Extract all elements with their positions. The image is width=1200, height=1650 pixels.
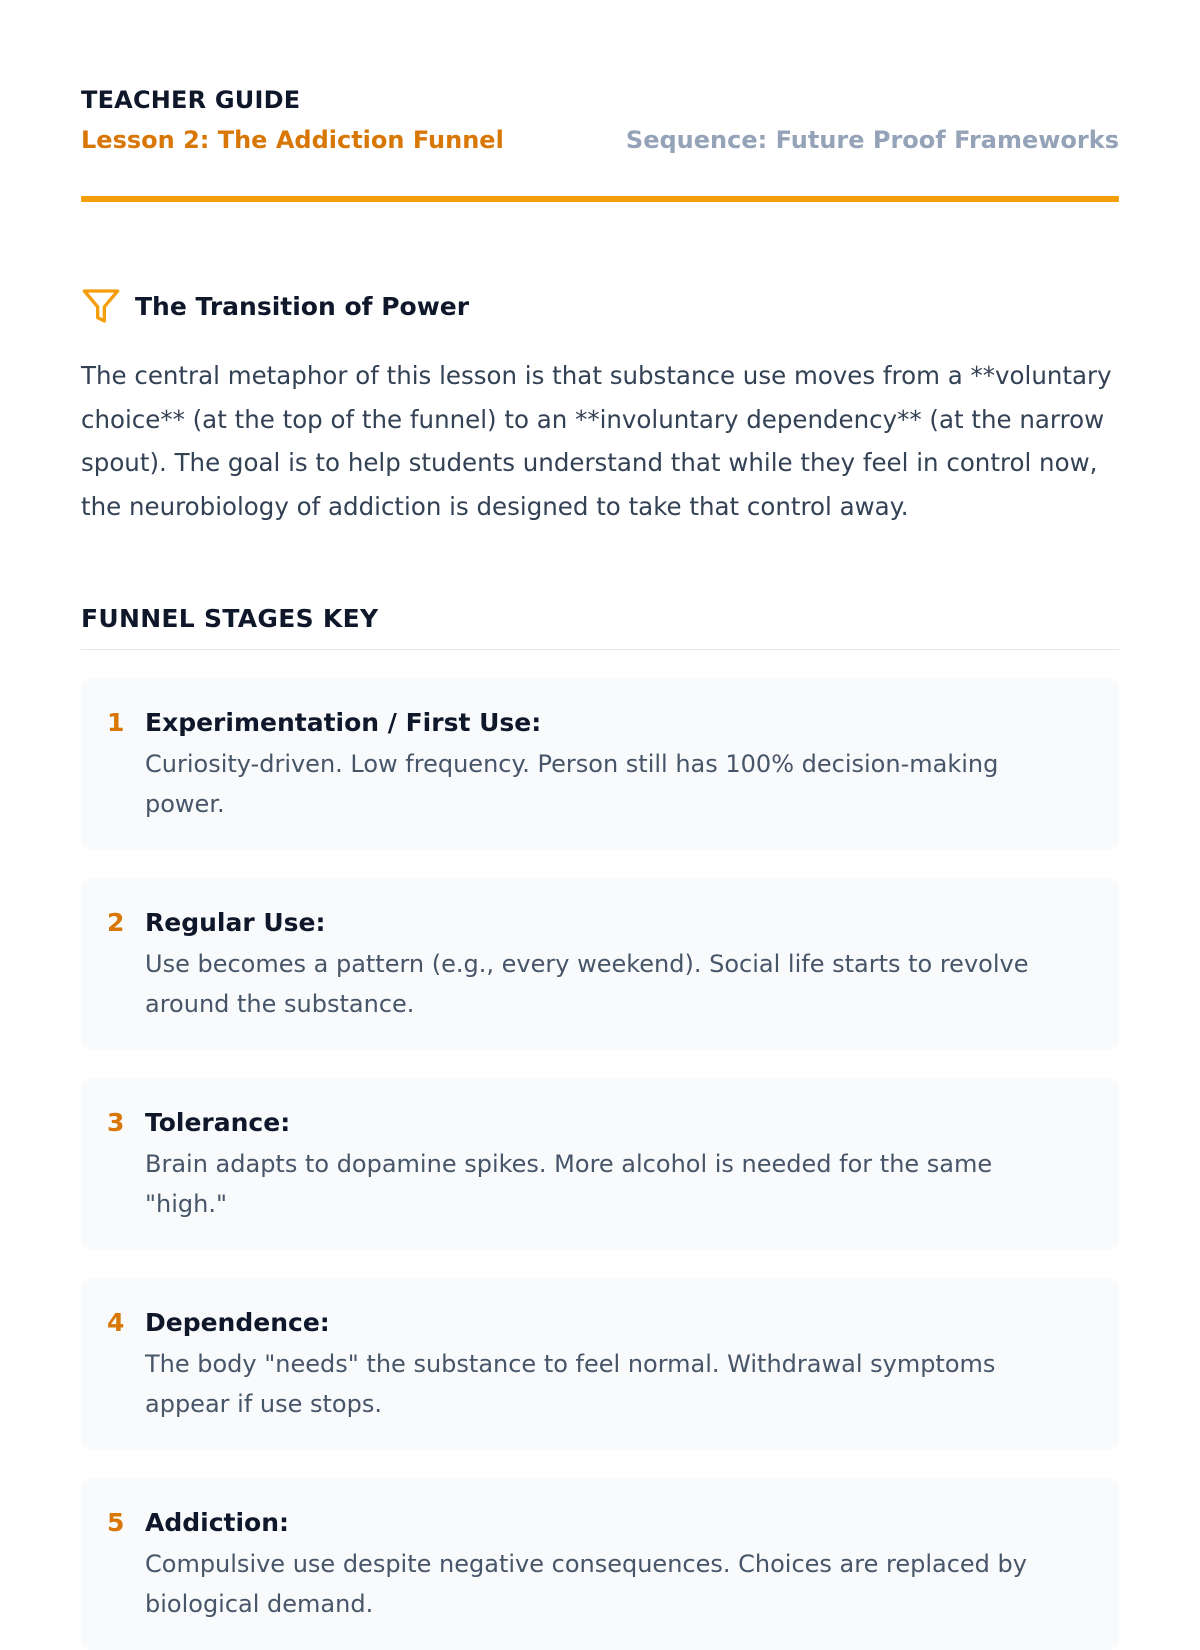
stage-number: 3 — [107, 1108, 125, 1137]
stage-title: Experimentation / First Use: — [145, 708, 542, 737]
stage-title: Dependence: — [145, 1308, 330, 1337]
stage-body — [145, 904, 1079, 1022]
stage-body — [145, 1104, 1079, 1222]
stage-number: 4 — [107, 1308, 125, 1337]
section-heading — [81, 286, 1119, 326]
stages-list — [81, 678, 1119, 1650]
section-title: The Transition of Power — [135, 291, 470, 321]
stage-body — [145, 1504, 1079, 1622]
stage-body — [145, 704, 1079, 822]
intro-paragraph: The central metaphor of this lesson is that substance use moves from a **voluntary choice** (at the top of the funnel) to an **involuntary dependency** (at the narrow spout). The goal is to help students understand that while they feel in control now, the neurobiology of addiction is designed to take that control away. — [81, 361, 1112, 521]
stage-description: Compulsive use despite negative consequences. Choices are replaced by biological demand. — [145, 1550, 1027, 1618]
document-type: TEACHER GUIDE — [81, 86, 301, 114]
lesson-title: Lesson 2: The Addiction Funnel — [81, 126, 504, 154]
guide-header — [81, 0, 1119, 202]
stage-card-5 — [81, 1478, 1119, 1650]
header-divider — [81, 196, 1119, 202]
stage-title: Addiction: — [145, 1508, 290, 1537]
stage-card-2 — [81, 878, 1119, 1050]
sequence-label: Sequence: Future Proof Frameworks — [625, 126, 1119, 154]
stage-card-1 — [81, 678, 1119, 850]
stage-number: 5 — [107, 1508, 125, 1537]
header-row — [81, 124, 1119, 156]
stage-description: Brain adapts to dopamine spikes. More alcohol is needed for the same "high." — [145, 1150, 993, 1218]
stage-description: Use becomes a pattern (e.g., every weekend). Social life starts to revolve around the substance. — [145, 950, 1029, 1018]
stage-description: The body "needs" the substance to feel normal. Withdrawal symptoms appear if use stops. — [145, 1350, 996, 1418]
stage-card-3 — [81, 1078, 1119, 1250]
stage-card-4 — [81, 1278, 1119, 1450]
stage-title: Tolerance: — [145, 1108, 291, 1137]
stage-number: 2 — [107, 908, 125, 937]
funnel-icon — [81, 286, 121, 326]
stages-key-heading: FUNNEL STAGES KEY — [81, 604, 1119, 650]
stage-title: Regular Use: — [145, 908, 326, 937]
stage-number: 1 — [107, 708, 125, 737]
stage-body — [145, 1304, 1079, 1422]
stage-description: Curiosity-driven. Low frequency. Person still has 100% decision-making power. — [145, 750, 999, 818]
